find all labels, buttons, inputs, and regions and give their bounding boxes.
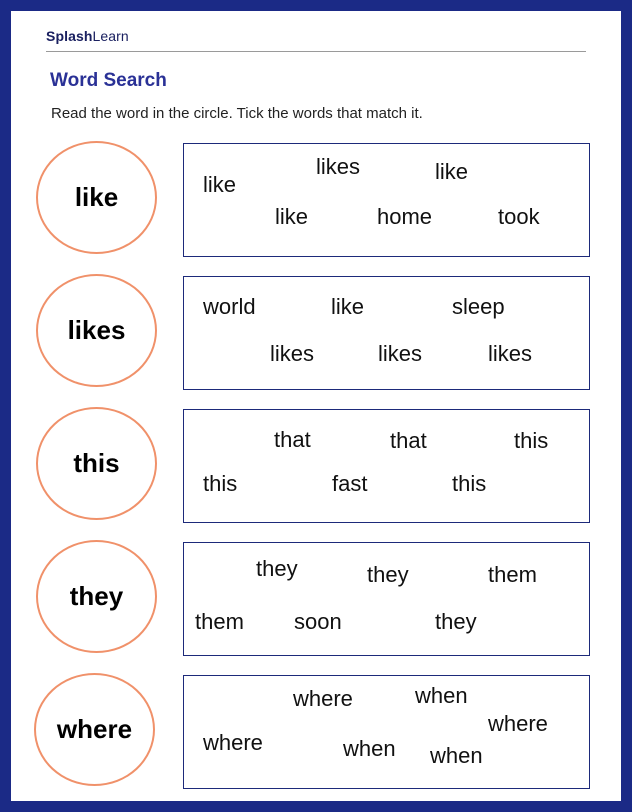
worksheet-instruction: Read the word in the circle. Tick the words that match it.: [51, 105, 423, 122]
word-box: [183, 675, 590, 789]
word-option[interactable]: world: [203, 294, 256, 319]
word-box: [183, 276, 590, 390]
word-option[interactable]: like: [203, 172, 237, 197]
word-option[interactable]: soon: [294, 609, 342, 634]
word-option[interactable]: this: [203, 471, 238, 496]
word-option[interactable]: likes: [488, 341, 533, 366]
worksheet-page: [11, 11, 621, 801]
word-option[interactable]: likes: [378, 341, 423, 366]
target-word-circle: likes: [36, 274, 157, 387]
word-row-4: [11, 540, 621, 660]
word-option[interactable]: that: [274, 427, 311, 452]
word-option[interactable]: when: [343, 736, 396, 761]
word-option[interactable]: they: [256, 556, 298, 581]
word-option[interactable]: like: [435, 159, 469, 184]
target-word-circle: they: [36, 540, 157, 653]
word-option[interactable]: took: [498, 204, 540, 229]
splashlearn-logo: SplashLearn: [46, 28, 129, 44]
target-word-circle: where: [34, 673, 155, 786]
word-box: [183, 143, 590, 257]
header-divider: [46, 51, 586, 52]
word-option[interactable]: them: [488, 562, 537, 587]
word-row-3: [11, 407, 621, 527]
word-row-5: [11, 673, 621, 793]
word-option[interactable]: like: [331, 294, 365, 319]
word-option[interactable]: when: [415, 683, 468, 708]
word-option[interactable]: this: [452, 471, 487, 496]
word-option[interactable]: sleep: [452, 294, 505, 319]
word-option[interactable]: like: [275, 204, 309, 229]
word-option[interactable]: fast: [332, 471, 368, 496]
target-word-circle: this: [36, 407, 157, 520]
word-row-1: [11, 141, 621, 261]
word-option[interactable]: likes: [316, 154, 361, 179]
word-option[interactable]: where: [488, 711, 548, 736]
word-row-2: [11, 274, 621, 394]
word-option[interactable]: that: [390, 428, 427, 453]
target-word-circle: like: [36, 141, 157, 254]
word-option[interactable]: they: [435, 609, 477, 634]
word-option[interactable]: home: [377, 204, 433, 229]
word-box: [183, 542, 590, 656]
worksheet-title: Word Search: [50, 70, 167, 91]
word-option[interactable]: they: [367, 562, 409, 587]
word-option[interactable]: this: [514, 428, 549, 453]
word-option[interactable]: them: [195, 609, 244, 634]
word-option[interactable]: where: [203, 730, 263, 755]
word-option[interactable]: when: [430, 743, 483, 768]
word-option[interactable]: where: [293, 686, 353, 711]
word-option[interactable]: likes: [270, 341, 315, 366]
word-box: [183, 409, 590, 523]
